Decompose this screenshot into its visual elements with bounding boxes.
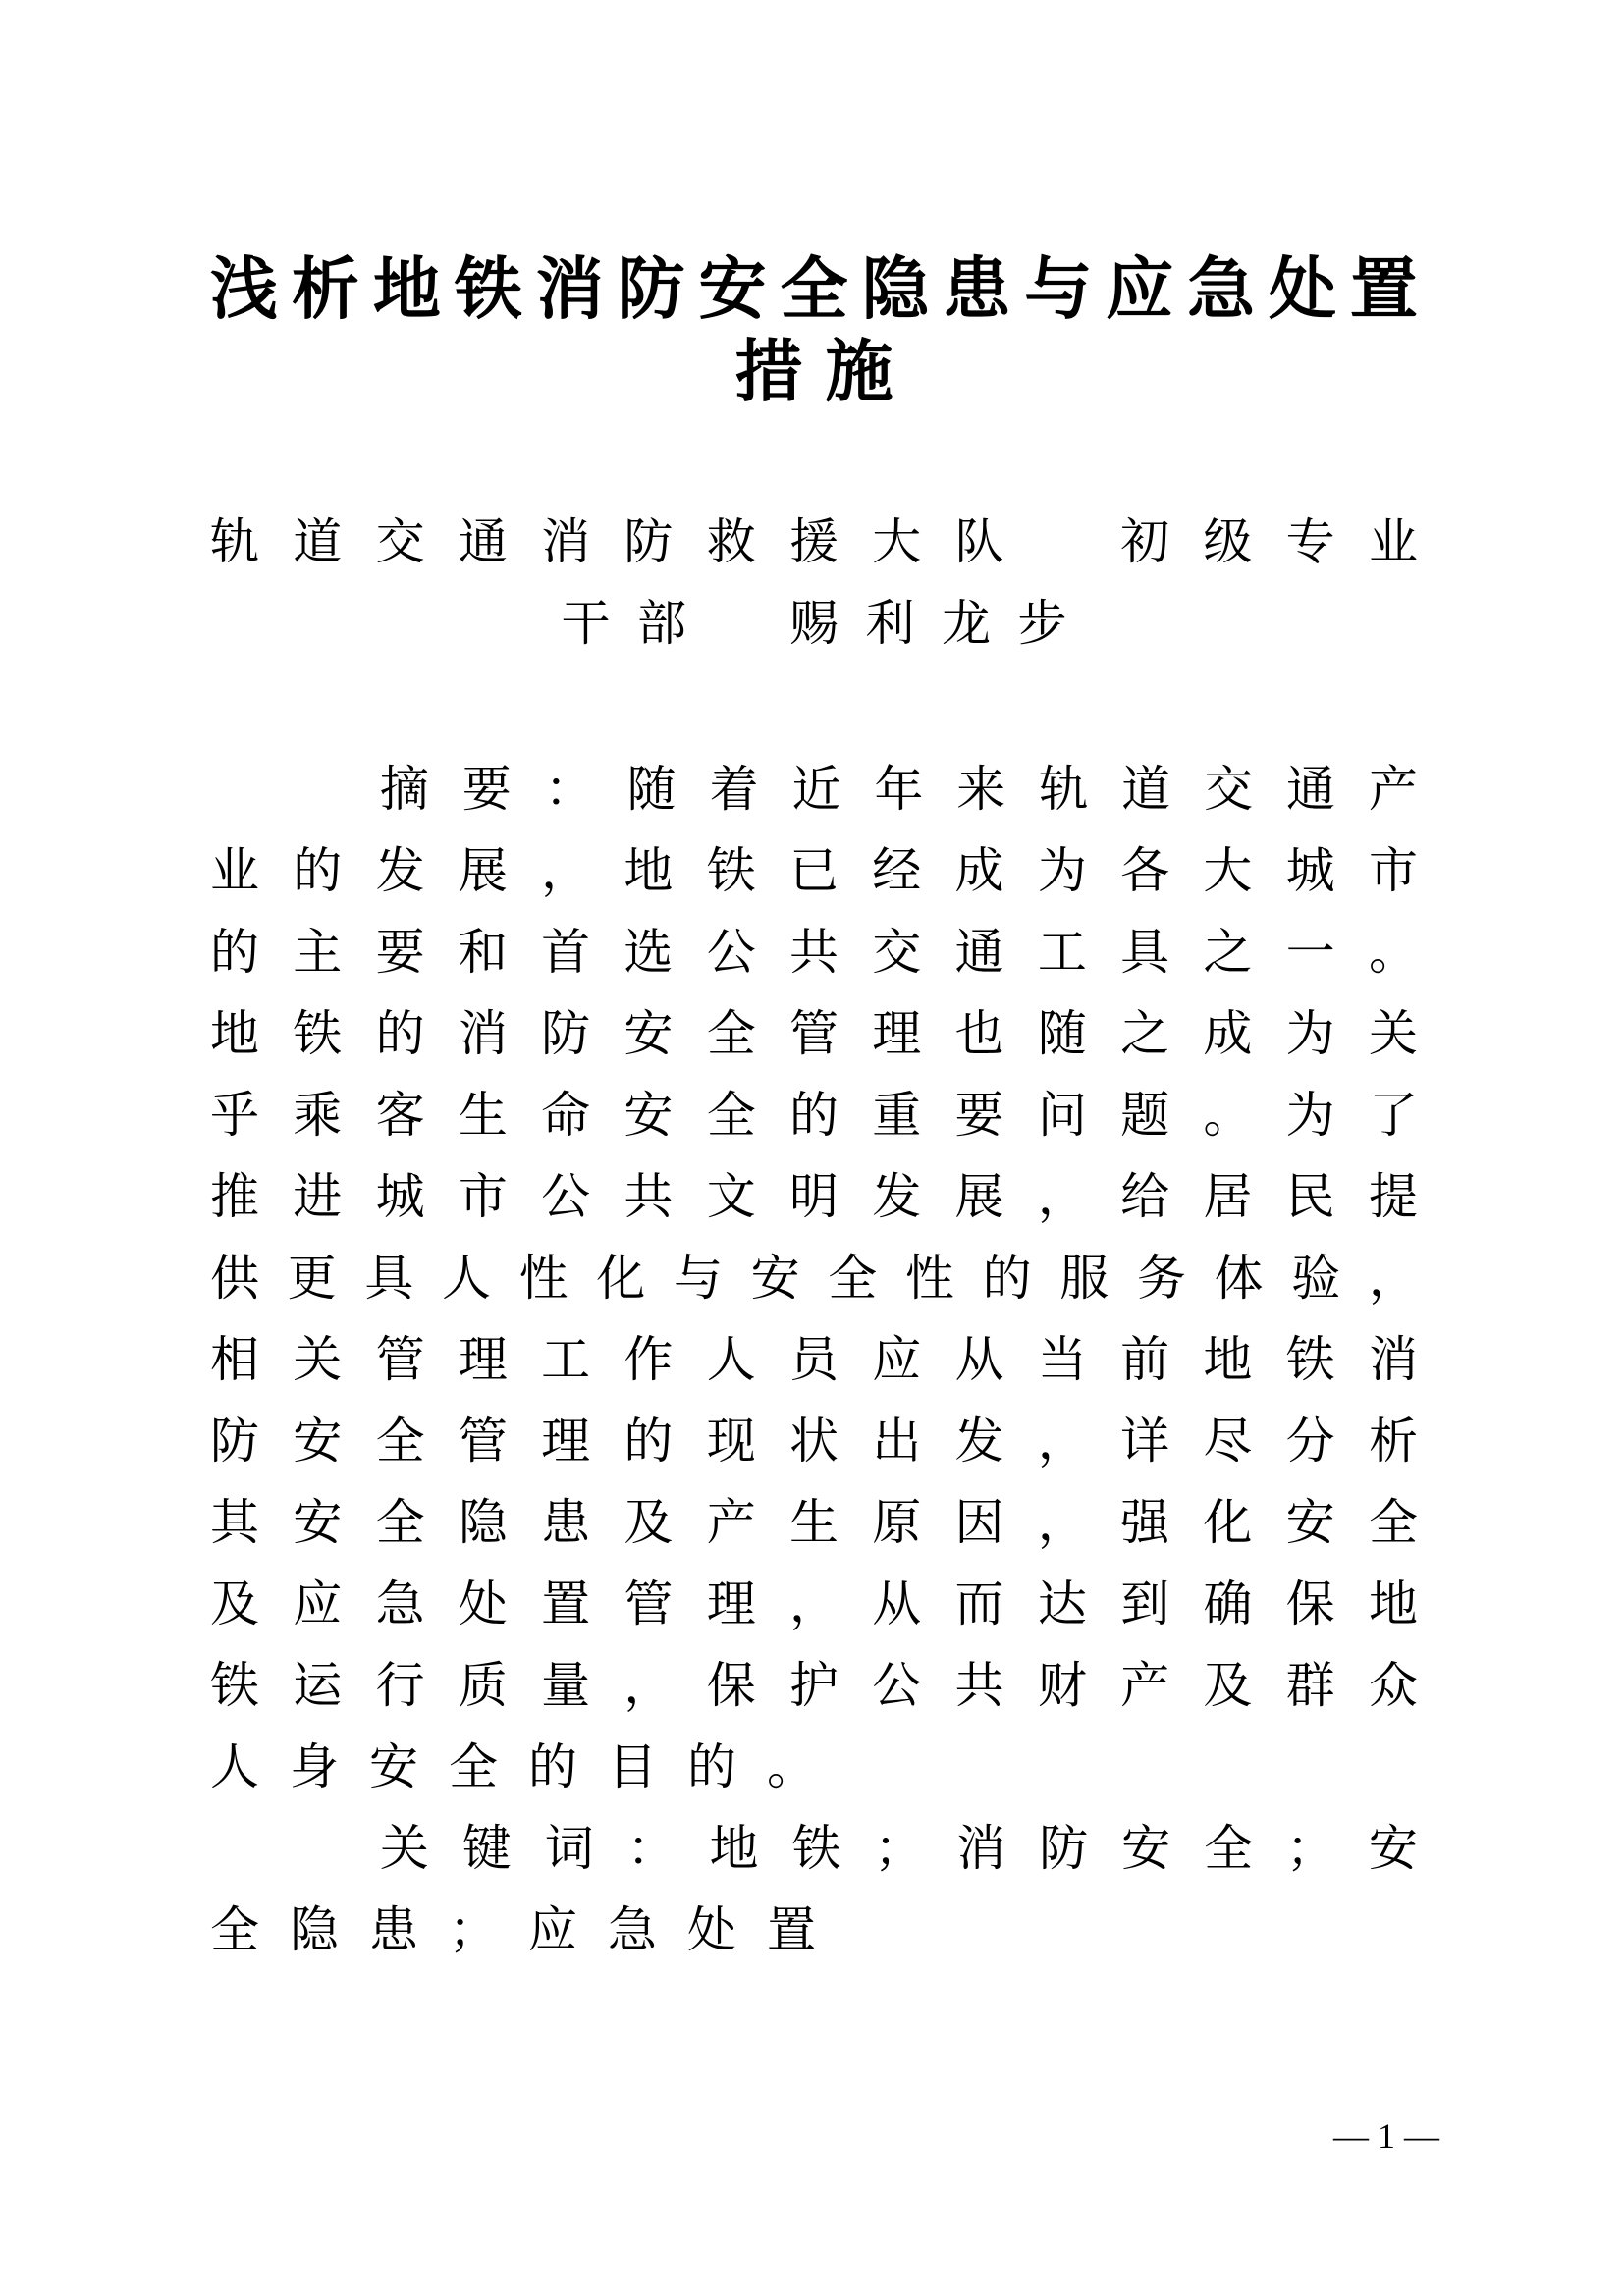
- glyph: 详: [1120, 1413, 1170, 1468]
- glyph: 之: [1203, 924, 1253, 980]
- glyph: 业: [1368, 513, 1418, 569]
- byline: [210, 497, 1418, 660]
- glyph: 铁: [210, 1657, 259, 1713]
- glyph: 道: [1121, 761, 1171, 817]
- glyph: 防: [541, 1005, 591, 1061]
- glyph: 城: [1285, 842, 1335, 898]
- glyph: 轨: [210, 513, 259, 569]
- glyph: 轨: [1039, 761, 1089, 817]
- byline-line-2: [210, 578, 1418, 660]
- glyph: 初: [1120, 513, 1170, 569]
- glyph: 运: [293, 1657, 343, 1713]
- glyph: 人: [706, 1331, 756, 1387]
- glyph: 公: [872, 1657, 922, 1713]
- document-title: [210, 0, 1418, 409]
- glyph: 经: [872, 842, 922, 898]
- glyph: 干: [561, 595, 611, 651]
- glyph: 要: [375, 924, 425, 980]
- glyph: 城: [375, 1168, 425, 1224]
- glyph: 防: [623, 513, 674, 569]
- glyph: 施: [825, 333, 893, 409]
- glyph: 键: [461, 1820, 512, 1876]
- glyph: 题: [1120, 1087, 1170, 1143]
- glyph: 群: [1285, 1657, 1335, 1713]
- glyph: 为: [1285, 1005, 1335, 1061]
- glyph: 。: [1203, 1087, 1253, 1143]
- glyph: 民: [1285, 1168, 1335, 1224]
- text-line: [210, 1233, 1418, 1314]
- glyph: 发: [954, 1413, 1004, 1468]
- glyph: 应: [528, 1901, 577, 1957]
- glyph: 急: [1187, 250, 1256, 327]
- glyph: 地: [1368, 1575, 1418, 1631]
- glyph: 的: [982, 1250, 1032, 1306]
- glyph: ，: [1368, 1250, 1418, 1306]
- glyph: ；: [874, 1820, 924, 1876]
- glyph: 大: [1203, 842, 1253, 898]
- glyph: 利: [865, 595, 915, 651]
- text-line: [210, 1151, 1418, 1233]
- glyph: 推: [210, 1168, 259, 1224]
- glyph: 防: [210, 1413, 259, 1468]
- glyph: ，: [1037, 1413, 1087, 1468]
- glyph: 进: [293, 1168, 343, 1224]
- text-line: [210, 1885, 1418, 1966]
- glyph: 一: [1285, 924, 1335, 980]
- glyph: 当: [1037, 1331, 1087, 1387]
- glyph: 因: [954, 1494, 1004, 1550]
- glyph: [1038, 509, 1087, 566]
- text-line: [210, 1722, 1418, 1803]
- glyph: 要: [954, 1087, 1004, 1143]
- glyph: 市: [458, 1168, 508, 1224]
- glyph: 选: [623, 924, 674, 980]
- glyph: 全: [1204, 1820, 1254, 1876]
- glyph: 安: [750, 1250, 800, 1306]
- glyph: 其: [210, 1494, 259, 1550]
- glyph: 交: [375, 513, 425, 569]
- glyph: 保: [1285, 1575, 1335, 1631]
- glyph: 务: [1136, 1250, 1186, 1306]
- glyph: 的: [210, 924, 259, 980]
- text-line: [210, 1070, 1418, 1151]
- glyph: 龙: [942, 595, 991, 651]
- glyph: 全: [780, 250, 848, 327]
- glyph: 部: [637, 595, 686, 651]
- glyph: 状: [788, 1413, 839, 1468]
- glyph: 强: [1120, 1494, 1170, 1550]
- glyph: 安: [623, 1005, 674, 1061]
- glyph: 消: [956, 1820, 1006, 1876]
- glyph: 大: [872, 513, 922, 569]
- glyph: 身: [290, 1738, 339, 1794]
- glyph: 行: [375, 1657, 425, 1713]
- glyph: 安: [1285, 1494, 1335, 1550]
- text-line: [210, 988, 1418, 1070]
- glyph: 的: [375, 1005, 425, 1061]
- glyph: 队: [954, 513, 1004, 569]
- glyph: 消: [1368, 1331, 1418, 1387]
- glyph: 的: [623, 1413, 674, 1468]
- glyph: 关: [1368, 1005, 1418, 1061]
- text-line: [210, 826, 1418, 907]
- glyph: 的: [293, 842, 343, 898]
- glyph: 铁: [706, 842, 756, 898]
- glyph: 共: [623, 1168, 674, 1224]
- glyph: 具: [364, 1250, 414, 1306]
- keywords-paragraph: [210, 1803, 1418, 1966]
- glyph: 命: [541, 1087, 591, 1143]
- glyph: 客: [375, 1087, 425, 1143]
- glyph: 的: [788, 1087, 839, 1143]
- glyph: 急: [375, 1575, 425, 1631]
- glyph: 全: [210, 1901, 259, 1957]
- glyph: ，: [1037, 1494, 1087, 1550]
- glyph: 从: [954, 1331, 1004, 1387]
- glyph: 的: [528, 1738, 577, 1794]
- glyph: 置: [1349, 250, 1418, 327]
- glyph: 人: [441, 1250, 491, 1306]
- glyph: 乎: [210, 1087, 259, 1143]
- glyph: 安: [623, 1087, 674, 1143]
- glyph: 隐: [458, 1494, 508, 1550]
- glyph: 到: [1120, 1575, 1170, 1631]
- glyph: 共: [954, 1657, 1004, 1713]
- abstract-section: [210, 744, 1418, 1966]
- glyph: 级: [1203, 513, 1253, 569]
- glyph: 。: [767, 1738, 816, 1794]
- glyph: 展: [954, 1168, 1004, 1224]
- glyph: 产: [706, 1494, 756, 1550]
- glyph: 乘: [293, 1087, 343, 1143]
- glyph: 交: [1204, 761, 1254, 817]
- glyph: 析: [1368, 1413, 1418, 1468]
- glyph: 及: [1203, 1657, 1253, 1713]
- title-line-2: [210, 324, 1418, 409]
- glyph: 验: [1291, 1250, 1341, 1306]
- text-line: [210, 744, 1418, 826]
- glyph: 地: [623, 842, 674, 898]
- glyph: 服: [1059, 1250, 1110, 1306]
- glyph: 安: [1121, 1820, 1171, 1876]
- glyph: 安: [1368, 1820, 1418, 1876]
- glyph: 隐: [861, 250, 930, 327]
- glyph: 也: [954, 1005, 1004, 1061]
- glyph: 目: [608, 1738, 657, 1794]
- glyph: 。: [1368, 924, 1418, 980]
- glyph: 发: [872, 1168, 922, 1224]
- glyph: 随: [1037, 1005, 1087, 1061]
- glyph: 管: [375, 1331, 425, 1387]
- glyph: 生: [458, 1087, 508, 1143]
- glyph: 步: [1017, 595, 1067, 651]
- glyph: 关: [293, 1331, 343, 1387]
- glyph: 通: [458, 513, 508, 569]
- text-line: [210, 907, 1418, 988]
- text-line: [210, 1640, 1418, 1722]
- glyph: 消: [535, 250, 604, 327]
- glyph: 近: [791, 761, 841, 817]
- glyph: 置: [541, 1575, 591, 1631]
- glyph: 众: [1368, 1657, 1418, 1713]
- glyph: 主: [293, 924, 343, 980]
- glyph: 重: [872, 1087, 922, 1143]
- glyph: 护: [788, 1657, 839, 1713]
- glyph: 各: [1120, 842, 1170, 898]
- glyph: 与: [673, 1250, 723, 1306]
- glyph: 年: [874, 761, 924, 817]
- glyph: 通: [1285, 761, 1335, 817]
- text-line: [210, 1314, 1418, 1396]
- glyph: 全: [706, 1005, 756, 1061]
- glyph: 患: [369, 1901, 418, 1957]
- glyph: 全: [449, 1738, 498, 1794]
- glyph: 管: [788, 1005, 839, 1061]
- glyph: 道: [293, 513, 343, 569]
- glyph: 质: [458, 1657, 508, 1713]
- glyph: 地: [210, 1005, 259, 1061]
- glyph: 理: [458, 1331, 508, 1387]
- glyph: ：: [626, 1820, 677, 1876]
- glyph: 员: [788, 1331, 839, 1387]
- glyph: 分: [1285, 1413, 1335, 1468]
- glyph: ：: [544, 761, 594, 817]
- glyph: 和: [458, 924, 508, 980]
- glyph: 来: [956, 761, 1006, 817]
- glyph: 现: [706, 1413, 756, 1468]
- title-line-1: [210, 241, 1418, 327]
- glyph: 通: [954, 924, 1004, 980]
- glyph: 原: [872, 1494, 922, 1550]
- glyph: 析: [291, 250, 359, 327]
- glyph: 而: [954, 1575, 1004, 1631]
- glyph: 尽: [1203, 1413, 1253, 1468]
- glyph: 明: [788, 1168, 839, 1224]
- glyph: 确: [1203, 1575, 1253, 1631]
- glyph: 铁: [293, 1005, 343, 1061]
- glyph: ，: [541, 842, 591, 898]
- glyph: 工: [1037, 924, 1087, 980]
- glyph: 安: [293, 1494, 343, 1550]
- glyph: 作: [623, 1331, 674, 1387]
- glyph: ，: [623, 1657, 674, 1713]
- glyph: 交: [872, 924, 922, 980]
- glyph: 了: [1368, 1087, 1418, 1143]
- glyph: 全: [706, 1087, 756, 1143]
- glyph: 措: [734, 333, 803, 409]
- glyph: 处: [458, 1575, 508, 1631]
- glyph: 处: [1268, 250, 1336, 327]
- glyph: 产: [1120, 1657, 1170, 1713]
- glyph: 随: [626, 761, 677, 817]
- glyph: 全: [375, 1413, 425, 1468]
- glyph: 产: [1368, 761, 1418, 817]
- glyph: 援: [788, 513, 839, 569]
- glyph: ，: [1037, 1168, 1087, 1224]
- glyph: 量: [541, 1657, 591, 1713]
- glyph: 着: [709, 761, 759, 817]
- glyph: 保: [706, 1657, 756, 1713]
- glyph: 之: [1120, 1005, 1170, 1061]
- glyph: 全: [828, 1250, 878, 1306]
- glyph: 生: [788, 1494, 839, 1550]
- glyph: 理: [872, 1005, 922, 1061]
- glyph: 铁: [454, 250, 522, 327]
- text-line: [210, 1396, 1418, 1477]
- glyph: 化: [596, 1250, 646, 1306]
- glyph: 赐: [789, 595, 839, 651]
- glyph: 浅: [210, 250, 278, 327]
- text-line: [210, 1559, 1418, 1640]
- glyph: 专: [1285, 513, 1335, 569]
- glyph: 更: [287, 1250, 337, 1306]
- glyph: 成: [954, 842, 1004, 898]
- glyph: 处: [687, 1901, 736, 1957]
- glyph: 地: [709, 1820, 759, 1876]
- glyph: 公: [706, 924, 756, 980]
- glyph: 铁: [1285, 1331, 1335, 1387]
- glyph: 已: [788, 842, 839, 898]
- glyph: 要: [461, 761, 512, 817]
- glyph: 从: [872, 1575, 922, 1631]
- abstract-paragraph: [210, 744, 1418, 1803]
- glyph: 救: [706, 513, 756, 569]
- glyph: 财: [1037, 1657, 1087, 1713]
- glyph: 提: [1368, 1168, 1418, 1224]
- glyph: 文: [706, 1168, 756, 1224]
- glyph: 公: [541, 1168, 591, 1224]
- glyph: 患: [541, 1494, 591, 1550]
- glyph: 市: [1368, 842, 1418, 898]
- glyph: 给: [1120, 1168, 1170, 1224]
- glyph: 人: [210, 1738, 259, 1794]
- glyph: 为: [1037, 842, 1087, 898]
- glyph: 患: [943, 250, 1011, 327]
- glyph: 管: [458, 1413, 508, 1468]
- glyph: 隐: [290, 1901, 339, 1957]
- glyph: 与: [1024, 250, 1093, 327]
- glyph: 地: [1203, 1331, 1253, 1387]
- glyph: 安: [293, 1413, 343, 1468]
- glyph: ；: [449, 1901, 498, 1957]
- glyph: 发: [375, 842, 425, 898]
- glyph: 地: [372, 250, 441, 327]
- page-footer: [1333, 2115, 1439, 2157]
- glyph: 业: [210, 842, 259, 898]
- glyph: 的: [687, 1738, 736, 1794]
- glyph: 关: [379, 1820, 429, 1876]
- glyph: 全: [1368, 1494, 1418, 1550]
- glyph: 共: [788, 924, 839, 980]
- glyph: 消: [458, 1005, 508, 1061]
- glyph: 及: [623, 1494, 674, 1550]
- glyph: 体: [1214, 1250, 1264, 1306]
- glyph: 居: [1203, 1168, 1253, 1224]
- glyph: 安: [369, 1738, 418, 1794]
- glyph: 相: [210, 1331, 259, 1387]
- glyph: 置: [767, 1901, 816, 1957]
- text-line: [210, 1477, 1418, 1559]
- glyph: 供: [210, 1250, 259, 1306]
- glyph: 性: [518, 1250, 568, 1306]
- byline-line-1: [210, 497, 1418, 578]
- glyph: 达: [1037, 1575, 1087, 1631]
- glyph: 防: [617, 250, 685, 327]
- glyph: 急: [608, 1901, 657, 1957]
- glyph: 安: [698, 250, 767, 327]
- glyph: 出: [872, 1413, 922, 1468]
- glyph: 铁: [791, 1820, 841, 1876]
- glyph: 防: [1039, 1820, 1089, 1876]
- glyph: 性: [904, 1250, 954, 1306]
- glyph: 前: [1120, 1331, 1170, 1387]
- glyph: 管: [623, 1575, 674, 1631]
- glyph: 成: [1203, 1005, 1253, 1061]
- glyph: 全: [375, 1494, 425, 1550]
- glyph: 理: [541, 1413, 591, 1468]
- page-number: — 1 —: [1333, 2116, 1439, 2156]
- glyph: 消: [541, 513, 591, 569]
- glyph: [714, 591, 763, 648]
- glyph: 化: [1203, 1494, 1253, 1550]
- glyph: ，: [788, 1575, 839, 1631]
- glyph: 摘: [379, 761, 429, 817]
- text-line: [210, 1803, 1418, 1885]
- glyph: 具: [1120, 924, 1170, 980]
- glyph: 及: [210, 1575, 259, 1631]
- glyph: 应: [872, 1331, 922, 1387]
- glyph: 问: [1037, 1087, 1087, 1143]
- glyph: ；: [1285, 1820, 1335, 1876]
- glyph: 为: [1285, 1087, 1335, 1143]
- glyph: 词: [544, 1820, 594, 1876]
- glyph: 应: [1106, 250, 1174, 327]
- glyph: 工: [541, 1331, 591, 1387]
- glyph: 应: [293, 1575, 343, 1631]
- glyph: 展: [458, 842, 508, 898]
- glyph: 理: [706, 1575, 756, 1631]
- glyph: 首: [541, 924, 591, 980]
